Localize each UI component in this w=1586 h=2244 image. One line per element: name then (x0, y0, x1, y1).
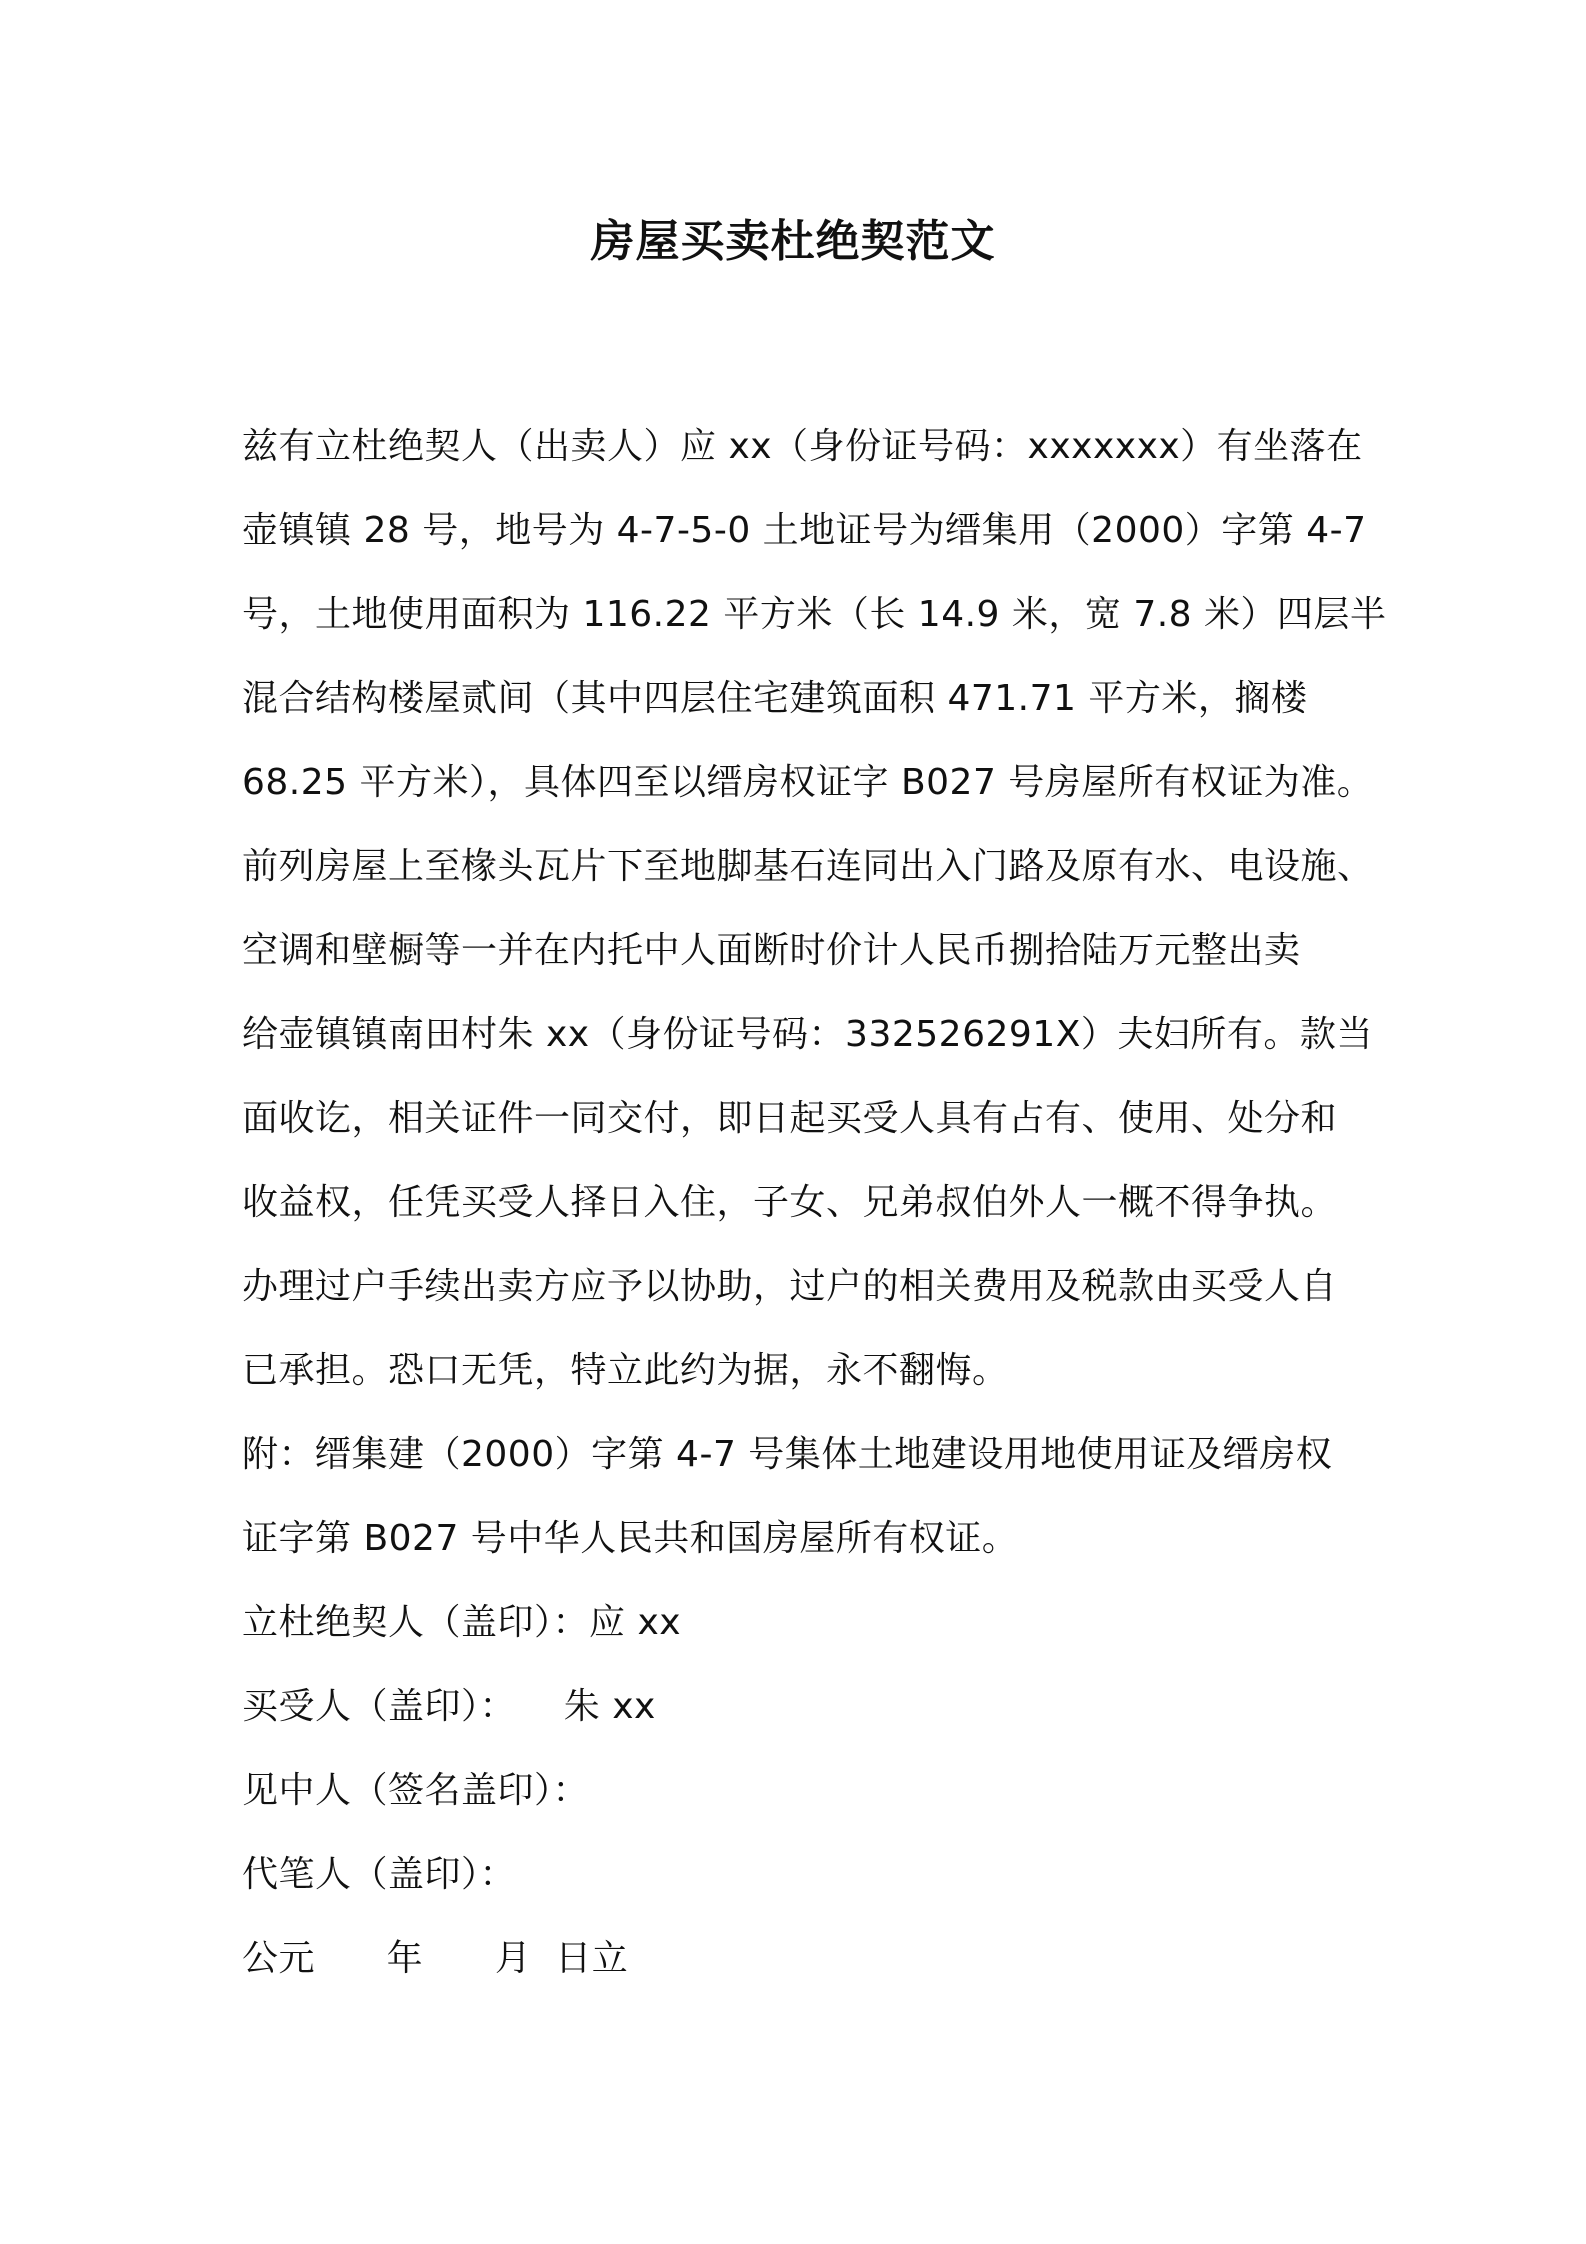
contract-body (242, 405, 1387, 2001)
body-line-11: 办理过户手续出卖方应予以协助，过户的相关费用及税款由买受人自 (242, 1266, 1338, 1307)
attachment-line-1: 附：缙集建（2000）字第 4-7 号集体土地建设用地使用证及缙房权 (242, 1434, 1333, 1475)
body-line-1: 兹有立杜绝契人（出卖人）应 xx（身份证号码：xxxxxxx）有坐落在 (242, 426, 1363, 467)
buyer-signature-line: 买受人（盖印）： 朱 xx (242, 1686, 656, 1727)
attachment-line-2: 证字第 B027 号中华人民共和国房屋所有权证。 (242, 1518, 1019, 1559)
body-line-2: 壶镇镇 28 号，地号为 4-7-5-0 土地证号为缙集用（2000）字第 4-7 (242, 510, 1367, 551)
seller-signature-line: 立杜绝契人（盖印）：应 xx (242, 1602, 682, 1643)
body-line-7: 空调和壁橱等一并在内托中人面断时价计人民币捌拾陆万元整出卖 (242, 930, 1301, 971)
body-line-12: 已承担。恐口无凭，特立此约为据，永不翻悔。 (242, 1350, 1009, 1391)
date-line: 公元 年 月 日立 (242, 1938, 629, 1979)
body-line-9: 面收讫，相关证件一同交付，即日起买受人具有占有、使用、处分和 (242, 1098, 1338, 1139)
body-line-8: 给壶镇镇南田村朱 xx（身份证号码：332526291X）夫妇所有。款当 (242, 1014, 1373, 1055)
document-title: 房屋买卖杜绝契范文 (590, 216, 996, 267)
scribe-signature-line: 代笔人（盖印）： (242, 1854, 517, 1895)
body-line-4: 混合结构楼屋贰间（其中四层住宅建筑面积 471.71 平方米，搁楼 (242, 678, 1308, 719)
body-line-3: 号，土地使用面积为 116.22 平方米（长 14.9 米，宽 7.8 米）四层半 (242, 594, 1387, 635)
body-line-5: 68.25 平方米），具体四至以缙房权证字 B027 号房屋所有权证为准。 (242, 762, 1374, 803)
body-line-6: 前列房屋上至椽头瓦片下至地脚基石连同出入门路及原有水、电设施、 (242, 846, 1374, 887)
body-line-10: 收益权，任凭买受人择日入住，子女、兄弟叔伯外人一概不得争执。 (242, 1182, 1338, 1223)
witness-signature-line: 见中人（签名盖印）： (242, 1770, 590, 1811)
